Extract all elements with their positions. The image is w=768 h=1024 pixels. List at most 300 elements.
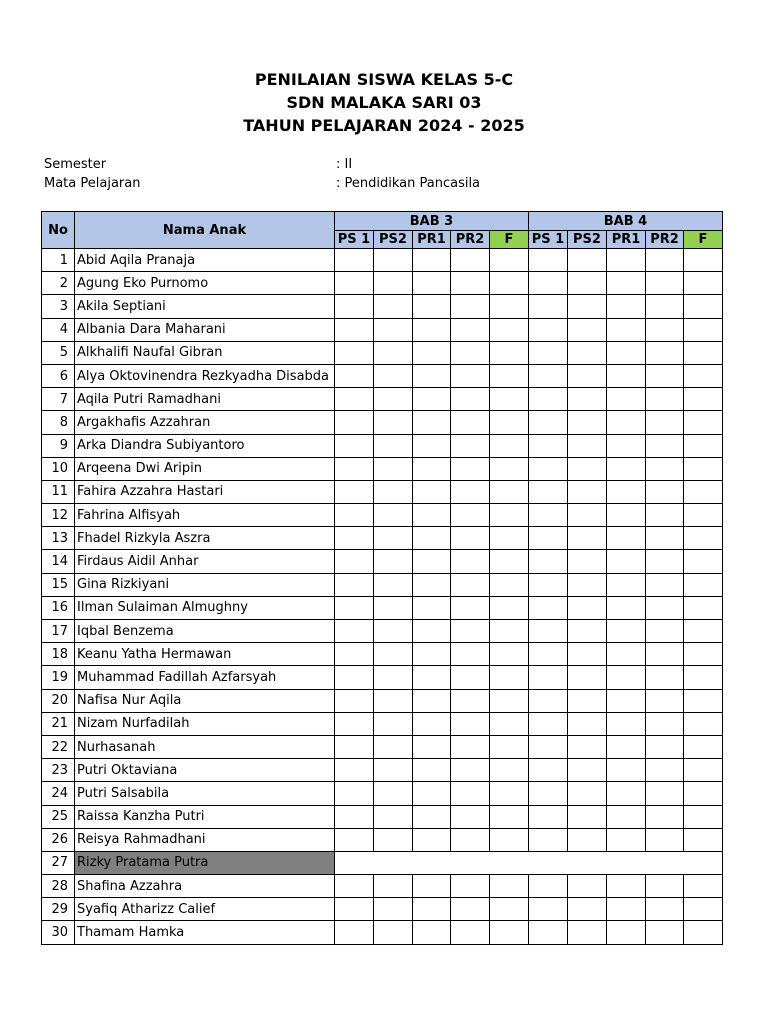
subject-label: Mata Pelajaran: [44, 176, 141, 191]
score-cell[interactable]: [374, 759, 413, 782]
score-cell[interactable]: [490, 666, 529, 689]
score-cell[interactable]: [646, 898, 684, 921]
score-cell[interactable]: [568, 341, 607, 364]
score-cell[interactable]: [568, 759, 607, 782]
score-cell[interactable]: [646, 666, 684, 689]
score-cell[interactable]: [490, 272, 529, 295]
score-cell[interactable]: [374, 341, 413, 364]
score-cell[interactable]: [490, 782, 529, 805]
score-cell[interactable]: [490, 527, 529, 550]
score-cell[interactable]: [646, 295, 684, 318]
score-cell[interactable]: [684, 249, 723, 272]
score-cell[interactable]: [451, 689, 490, 712]
score-cell[interactable]: [374, 272, 413, 295]
score-cell[interactable]: [374, 712, 413, 735]
score-cell[interactable]: [374, 434, 413, 457]
score-cell[interactable]: [568, 272, 607, 295]
score-cell[interactable]: [335, 434, 374, 457]
score-cell[interactable]: [684, 898, 723, 921]
score-cell[interactable]: [684, 666, 723, 689]
score-cell[interactable]: [607, 411, 646, 434]
score-cell[interactable]: [413, 364, 451, 387]
score-cell[interactable]: [607, 457, 646, 480]
score-cell[interactable]: [684, 457, 723, 480]
score-cell[interactable]: [490, 480, 529, 503]
score-cell[interactable]: [646, 434, 684, 457]
score-cell[interactable]: [684, 527, 723, 550]
score-cell[interactable]: [646, 272, 684, 295]
score-cell[interactable]: [529, 504, 568, 527]
score-cell[interactable]: [568, 318, 607, 341]
score-cell[interactable]: [490, 620, 529, 643]
score-cell[interactable]: [646, 620, 684, 643]
score-cell[interactable]: [646, 411, 684, 434]
score-cell[interactable]: [607, 596, 646, 619]
score-cell[interactable]: [413, 596, 451, 619]
score-cell[interactable]: [374, 875, 413, 898]
score-cell[interactable]: [607, 759, 646, 782]
score-cell[interactable]: [607, 341, 646, 364]
score-cell[interactable]: [568, 480, 607, 503]
score-cell[interactable]: [413, 434, 451, 457]
score-cell[interactable]: [335, 759, 374, 782]
score-cell[interactable]: [684, 620, 723, 643]
score-cell[interactable]: [490, 249, 529, 272]
score-cell[interactable]: [684, 759, 723, 782]
score-cell[interactable]: [451, 527, 490, 550]
score-cell[interactable]: [490, 411, 529, 434]
score-cell[interactable]: [684, 411, 723, 434]
score-cell[interactable]: [374, 782, 413, 805]
subheader-bab4-pr2: PR2: [646, 231, 684, 249]
score-cell[interactable]: [684, 550, 723, 573]
score-cell[interactable]: [335, 295, 374, 318]
score-cell[interactable]: [607, 388, 646, 411]
score-cell[interactable]: [335, 689, 374, 712]
score-cell[interactable]: [607, 782, 646, 805]
score-cell[interactable]: [413, 805, 451, 828]
score-cell[interactable]: [646, 550, 684, 573]
score-cell[interactable]: [607, 875, 646, 898]
score-cell[interactable]: [335, 318, 374, 341]
score-cell[interactable]: [646, 712, 684, 735]
score-cell[interactable]: [646, 249, 684, 272]
score-cell[interactable]: [684, 735, 723, 758]
score-cell[interactable]: [413, 735, 451, 758]
score-cell[interactable]: [568, 805, 607, 828]
score-cell[interactable]: [684, 480, 723, 503]
score-cell[interactable]: [607, 643, 646, 666]
score-cell[interactable]: [335, 828, 374, 851]
score-cell[interactable]: [490, 689, 529, 712]
score-cell[interactable]: [568, 898, 607, 921]
score-cell[interactable]: [607, 805, 646, 828]
score-cell[interactable]: [646, 457, 684, 480]
score-cell[interactable]: [413, 318, 451, 341]
score-cell[interactable]: [568, 573, 607, 596]
score-cell[interactable]: [607, 921, 646, 944]
score-cell[interactable]: [335, 249, 374, 272]
score-cell[interactable]: [529, 295, 568, 318]
score-cell[interactable]: [568, 249, 607, 272]
score-cell[interactable]: [607, 573, 646, 596]
score-cell[interactable]: [607, 527, 646, 550]
score-cell[interactable]: [568, 596, 607, 619]
score-cell[interactable]: [374, 828, 413, 851]
score-cell[interactable]: [646, 318, 684, 341]
score-cell[interactable]: [568, 295, 607, 318]
score-cell[interactable]: [335, 388, 374, 411]
score-cell[interactable]: [646, 504, 684, 527]
score-cell[interactable]: [568, 643, 607, 666]
score-cell[interactable]: [490, 759, 529, 782]
score-cell[interactable]: [451, 434, 490, 457]
student-number: 2: [42, 272, 75, 295]
score-cell[interactable]: [607, 249, 646, 272]
score-cell[interactable]: [413, 411, 451, 434]
score-cell[interactable]: [451, 643, 490, 666]
score-cell[interactable]: [413, 666, 451, 689]
score-cell[interactable]: [529, 689, 568, 712]
score-cell[interactable]: [451, 480, 490, 503]
subheader-bab4-ps2: PS2: [568, 231, 607, 249]
score-cell[interactable]: [451, 318, 490, 341]
score-cell[interactable]: [374, 249, 413, 272]
score-cell[interactable]: [646, 759, 684, 782]
score-cell-merged[interactable]: [335, 851, 723, 874]
score-cell[interactable]: [529, 411, 568, 434]
score-cell[interactable]: [335, 341, 374, 364]
score-cell[interactable]: [568, 364, 607, 387]
score-cell[interactable]: [568, 457, 607, 480]
score-cell[interactable]: [684, 364, 723, 387]
score-cell[interactable]: [684, 504, 723, 527]
score-cell[interactable]: [568, 411, 607, 434]
score-cell[interactable]: [413, 921, 451, 944]
score-cell[interactable]: [684, 689, 723, 712]
score-cell[interactable]: [607, 828, 646, 851]
score-cell[interactable]: [568, 388, 607, 411]
score-cell[interactable]: [413, 388, 451, 411]
score-cell[interactable]: [684, 643, 723, 666]
score-cell[interactable]: [684, 782, 723, 805]
score-cell[interactable]: [568, 875, 607, 898]
score-cell[interactable]: [374, 596, 413, 619]
table-row: [42, 457, 723, 480]
score-cell[interactable]: [374, 620, 413, 643]
score-cell[interactable]: [646, 782, 684, 805]
score-cell[interactable]: [607, 364, 646, 387]
score-cell[interactable]: [490, 504, 529, 527]
score-cell[interactable]: [684, 318, 723, 341]
score-cell[interactable]: [529, 550, 568, 573]
score-cell[interactable]: [335, 620, 374, 643]
score-cell[interactable]: [490, 573, 529, 596]
score-cell[interactable]: [490, 295, 529, 318]
score-cell[interactable]: [490, 712, 529, 735]
score-cell[interactable]: [335, 550, 374, 573]
score-cell[interactable]: [607, 272, 646, 295]
score-cell[interactable]: [451, 341, 490, 364]
score-cell[interactable]: [529, 620, 568, 643]
score-cell[interactable]: [451, 712, 490, 735]
score-cell[interactable]: [374, 550, 413, 573]
score-cell[interactable]: [529, 735, 568, 758]
score-cell[interactable]: [451, 666, 490, 689]
score-cell[interactable]: [646, 689, 684, 712]
score-cell[interactable]: [684, 388, 723, 411]
score-cell[interactable]: [335, 457, 374, 480]
score-cell[interactable]: [684, 828, 723, 851]
score-cell[interactable]: [490, 735, 529, 758]
score-cell[interactable]: [490, 434, 529, 457]
score-cell[interactable]: [374, 504, 413, 527]
score-cell[interactable]: [413, 643, 451, 666]
score-cell[interactable]: [413, 712, 451, 735]
score-cell[interactable]: [684, 805, 723, 828]
score-cell[interactable]: [413, 272, 451, 295]
score-cell[interactable]: [374, 364, 413, 387]
score-cell[interactable]: [490, 898, 529, 921]
score-cell[interactable]: [646, 735, 684, 758]
score-cell[interactable]: [646, 921, 684, 944]
score-cell[interactable]: [335, 480, 374, 503]
score-cell[interactable]: [413, 620, 451, 643]
score-cell[interactable]: [529, 782, 568, 805]
score-cell[interactable]: [451, 921, 490, 944]
score-cell[interactable]: [607, 898, 646, 921]
score-cell[interactable]: [607, 550, 646, 573]
score-cell[interactable]: [529, 341, 568, 364]
score-cell[interactable]: [374, 480, 413, 503]
score-cell[interactable]: [335, 805, 374, 828]
score-cell[interactable]: [529, 364, 568, 387]
score-cell[interactable]: [335, 527, 374, 550]
student-number: 10: [42, 457, 75, 480]
score-cell[interactable]: [335, 921, 374, 944]
score-cell[interactable]: [529, 921, 568, 944]
score-cell[interactable]: [335, 735, 374, 758]
score-cell[interactable]: [529, 573, 568, 596]
score-cell[interactable]: [413, 550, 451, 573]
score-cell[interactable]: [529, 712, 568, 735]
score-cell[interactable]: [529, 643, 568, 666]
score-cell[interactable]: [451, 388, 490, 411]
score-cell[interactable]: [451, 573, 490, 596]
score-cell[interactable]: [490, 457, 529, 480]
score-cell[interactable]: [646, 643, 684, 666]
score-cell[interactable]: [646, 364, 684, 387]
score-cell[interactable]: [568, 921, 607, 944]
score-cell[interactable]: [374, 295, 413, 318]
score-cell[interactable]: [451, 596, 490, 619]
score-cell[interactable]: [451, 457, 490, 480]
score-cell[interactable]: [529, 596, 568, 619]
score-cell[interactable]: [451, 782, 490, 805]
score-cell[interactable]: [451, 272, 490, 295]
score-cell[interactable]: [684, 875, 723, 898]
score-cell[interactable]: [490, 341, 529, 364]
score-cell[interactable]: [529, 527, 568, 550]
score-cell[interactable]: [374, 643, 413, 666]
score-cell[interactable]: [413, 504, 451, 527]
score-cell[interactable]: [607, 504, 646, 527]
score-cell[interactable]: [607, 434, 646, 457]
score-cell[interactable]: [529, 875, 568, 898]
score-cell[interactable]: [451, 249, 490, 272]
score-cell[interactable]: [684, 921, 723, 944]
score-cell[interactable]: [607, 666, 646, 689]
score-cell[interactable]: [529, 828, 568, 851]
score-cell[interactable]: [490, 550, 529, 573]
score-cell[interactable]: [451, 620, 490, 643]
score-cell[interactable]: [413, 295, 451, 318]
score-cell[interactable]: [490, 805, 529, 828]
score-cell[interactable]: [607, 480, 646, 503]
score-cell[interactable]: [335, 411, 374, 434]
score-cell[interactable]: [335, 666, 374, 689]
table-row: [42, 828, 723, 851]
score-cell[interactable]: [684, 434, 723, 457]
score-cell[interactable]: [413, 828, 451, 851]
score-cell[interactable]: [374, 805, 413, 828]
score-cell[interactable]: [413, 759, 451, 782]
score-cell[interactable]: [374, 898, 413, 921]
score-cell[interactable]: [568, 550, 607, 573]
score-cell[interactable]: [335, 898, 374, 921]
score-cell[interactable]: [684, 295, 723, 318]
score-cell[interactable]: [413, 249, 451, 272]
score-cell[interactable]: [335, 596, 374, 619]
score-cell[interactable]: [335, 643, 374, 666]
score-cell[interactable]: [335, 712, 374, 735]
score-cell[interactable]: [529, 480, 568, 503]
score-cell[interactable]: [568, 735, 607, 758]
score-cell[interactable]: [646, 573, 684, 596]
score-cell[interactable]: [490, 828, 529, 851]
score-cell[interactable]: [413, 480, 451, 503]
score-cell[interactable]: [451, 828, 490, 851]
score-cell[interactable]: [374, 388, 413, 411]
score-cell[interactable]: [374, 527, 413, 550]
score-cell[interactable]: [335, 573, 374, 596]
score-cell[interactable]: [646, 828, 684, 851]
score-cell[interactable]: [568, 689, 607, 712]
score-cell[interactable]: [490, 388, 529, 411]
score-cell[interactable]: [529, 457, 568, 480]
score-cell[interactable]: [568, 434, 607, 457]
score-cell[interactable]: [413, 782, 451, 805]
score-cell[interactable]: [646, 388, 684, 411]
score-cell[interactable]: [451, 875, 490, 898]
score-cell[interactable]: [413, 875, 451, 898]
score-cell[interactable]: [374, 689, 413, 712]
score-cell[interactable]: [451, 550, 490, 573]
score-cell[interactable]: [490, 875, 529, 898]
score-cell[interactable]: [413, 341, 451, 364]
score-cell[interactable]: [451, 805, 490, 828]
score-cell[interactable]: [529, 434, 568, 457]
score-cell[interactable]: [607, 318, 646, 341]
score-cell[interactable]: [646, 805, 684, 828]
score-cell[interactable]: [646, 480, 684, 503]
score-cell[interactable]: [374, 735, 413, 758]
score-cell[interactable]: [451, 759, 490, 782]
score-cell[interactable]: [568, 527, 607, 550]
score-cell[interactable]: [568, 666, 607, 689]
score-cell[interactable]: [529, 805, 568, 828]
score-cell[interactable]: [646, 596, 684, 619]
score-cell[interactable]: [607, 295, 646, 318]
score-cell[interactable]: [451, 411, 490, 434]
score-cell[interactable]: [451, 735, 490, 758]
table-row: [42, 666, 723, 689]
score-cell[interactable]: [451, 364, 490, 387]
score-cell[interactable]: [607, 735, 646, 758]
score-cell[interactable]: [413, 527, 451, 550]
score-cell[interactable]: [529, 272, 568, 295]
score-cell[interactable]: [374, 573, 413, 596]
score-cell[interactable]: [646, 527, 684, 550]
score-cell[interactable]: [607, 712, 646, 735]
score-cell[interactable]: [529, 898, 568, 921]
score-cell[interactable]: [374, 921, 413, 944]
score-cell[interactable]: [413, 573, 451, 596]
score-cell[interactable]: [684, 596, 723, 619]
table-row: [42, 712, 723, 735]
score-cell[interactable]: [684, 272, 723, 295]
score-cell[interactable]: [529, 249, 568, 272]
score-cell[interactable]: [451, 504, 490, 527]
score-cell[interactable]: [568, 782, 607, 805]
score-cell[interactable]: [374, 411, 413, 434]
score-cell[interactable]: [413, 898, 451, 921]
score-cell[interactable]: [490, 318, 529, 341]
score-cell[interactable]: [490, 596, 529, 619]
score-cell[interactable]: [568, 620, 607, 643]
score-cell[interactable]: [490, 921, 529, 944]
score-cell[interactable]: [374, 666, 413, 689]
score-cell[interactable]: [646, 341, 684, 364]
score-cell[interactable]: [335, 272, 374, 295]
score-cell[interactable]: [646, 875, 684, 898]
score-cell[interactable]: [607, 689, 646, 712]
score-cell[interactable]: [684, 341, 723, 364]
score-cell[interactable]: [684, 712, 723, 735]
score-cell[interactable]: [335, 875, 374, 898]
score-cell[interactable]: [490, 364, 529, 387]
score-cell[interactable]: [413, 689, 451, 712]
score-cell[interactable]: [335, 782, 374, 805]
score-cell[interactable]: [490, 643, 529, 666]
score-cell[interactable]: [451, 898, 490, 921]
score-cell[interactable]: [607, 620, 646, 643]
score-cell[interactable]: [451, 295, 490, 318]
score-cell[interactable]: [568, 712, 607, 735]
score-cell[interactable]: [529, 666, 568, 689]
score-cell[interactable]: [568, 828, 607, 851]
score-cell[interactable]: [335, 504, 374, 527]
score-cell[interactable]: [529, 388, 568, 411]
score-cell[interactable]: [374, 318, 413, 341]
score-cell[interactable]: [568, 504, 607, 527]
score-cell[interactable]: [374, 457, 413, 480]
score-cell[interactable]: [684, 573, 723, 596]
score-cell[interactable]: [529, 759, 568, 782]
score-cell[interactable]: [529, 318, 568, 341]
score-cell[interactable]: [335, 364, 374, 387]
score-cell[interactable]: [413, 457, 451, 480]
